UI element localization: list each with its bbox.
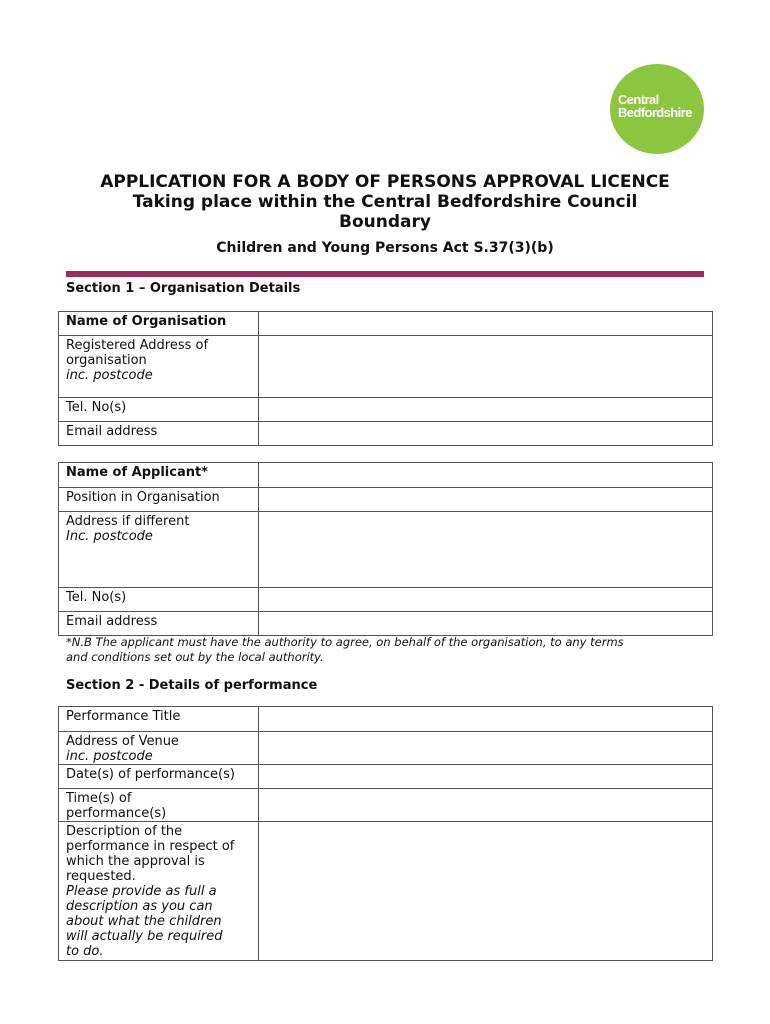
section1-heading: Section 1 – Organisation Details [66,281,301,296]
org-tel-field[interactable] [259,398,713,422]
description-label-line7: about what the children [66,914,222,929]
applicant-address-label-line2: Inc. postcode [66,529,153,544]
description-label-line9: to do. [66,944,104,959]
performance-times-label-line1: Time(s) of [66,791,132,806]
title-line3: Boundary [339,212,431,232]
applicant-position-label: Position in Organisation [59,488,259,512]
applicant-name-label: Name of Applicant* [59,463,259,488]
organisation-details-table [58,311,713,446]
org-name-label: Name of Organisation [59,312,259,336]
reg-address-label-line2: organisation [66,353,147,368]
description-label-line6: description as you can [66,899,213,914]
description-label-line2: performance in respect of [66,839,235,854]
performance-title-label: Performance Title [59,707,259,732]
logo-text-line2: Bedfordshire [618,105,692,120]
applicant-position-field[interactable] [259,488,713,512]
org-email-label: Email address [59,422,259,446]
venue-address-label-line2: inc. postcode [66,749,153,764]
applicant-tel-label: Tel. No(s) [59,588,259,612]
org-name-field[interactable] [259,312,713,336]
applicant-address-field[interactable] [259,512,713,588]
description-label-line8: will actually be required [66,929,223,944]
performance-description-label [59,822,259,961]
note-line2: and conditions set out by the local authority. [66,650,324,664]
title-line2: Taking place within the Central Bedfordshire Council [132,192,638,212]
venue-address-label-line1: Address of Venue [66,734,179,749]
reg-address-label-line1: Registered Address of [66,338,209,353]
applicant-email-label: Email address [59,612,259,636]
section2-heading: Section 2 - Details of performance [66,678,318,693]
reg-address-label [59,336,259,398]
performance-title-field[interactable] [259,707,713,732]
performance-times-field[interactable] [259,789,713,822]
description-label-line1: Description of the [66,824,183,839]
applicant-email-field[interactable] [259,612,713,636]
description-label-line4: requested. [66,869,136,884]
central-bedfordshire-logo [610,64,704,154]
applicant-address-label [59,512,259,588]
performance-details-table [58,706,713,961]
performance-description-field[interactable] [259,822,713,961]
applicant-name-field[interactable] [259,463,713,488]
act-reference: Children and Young Persons Act S.37(3)(b) [216,240,554,256]
venue-address-label [59,732,259,765]
note-line1: *N.B The applicant must have the authority to agree, on behalf of the organisation, to any terms [66,635,624,649]
applicant-tel-field[interactable] [259,588,713,612]
description-label-line3: which the approval is [66,854,205,869]
header-divider [66,271,704,277]
performance-dates-field[interactable] [259,765,713,789]
venue-address-field[interactable] [259,732,713,765]
applicant-address-label-line1: Address if different [66,514,190,529]
performance-times-label [59,789,259,822]
org-tel-label: Tel. No(s) [59,398,259,422]
reg-address-field[interactable] [259,336,713,398]
reg-address-label-line3: inc. postcode [66,368,153,383]
title-line1: APPLICATION FOR A BODY OF PERSONS APPROVAL LICENCE [100,172,670,192]
applicant-authority-note [66,635,716,665]
description-label-line5: Please provide as full a [66,884,217,899]
performance-times-label-line2: performance(s) [66,806,167,821]
logo-text-line1: Central [618,92,659,107]
performance-dates-label: Date(s) of performance(s) [59,765,259,789]
applicant-details-table [58,462,713,636]
org-email-field[interactable] [259,422,713,446]
document-title [40,172,730,232]
